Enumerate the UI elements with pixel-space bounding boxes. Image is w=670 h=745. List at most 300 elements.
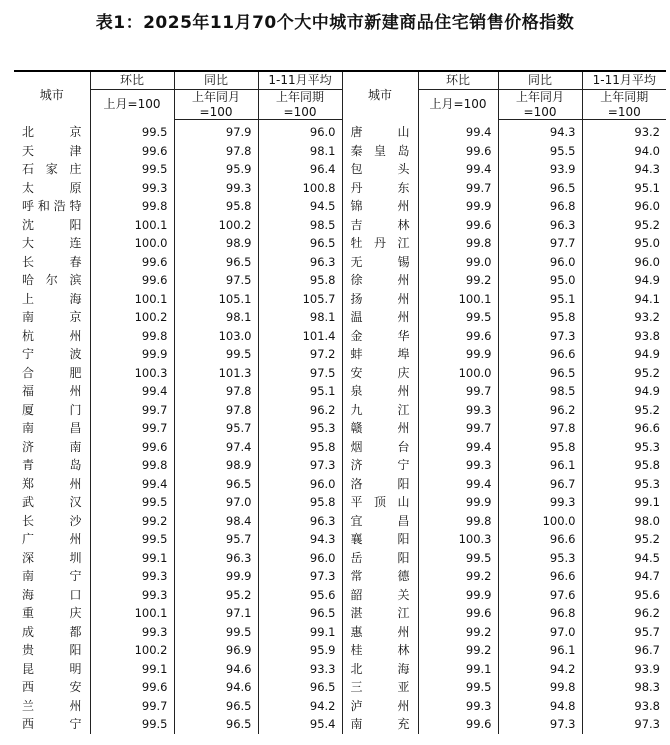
value-cell: 100.3 [90, 364, 174, 383]
table-row [14, 382, 666, 401]
table-row [14, 290, 666, 309]
value-cell: 96.3 [258, 253, 342, 272]
city-cell: 泸州 [342, 697, 418, 716]
city-cell: 贵阳 [22, 643, 82, 657]
value-cell: 97.5 [174, 271, 258, 290]
table-row [14, 142, 666, 161]
table-body [14, 120, 666, 734]
city-cell: 九江 [342, 401, 418, 420]
value-cell: 99.1 [418, 660, 498, 679]
value-cell: 93.9 [582, 660, 666, 679]
value-cell: 95.0 [498, 271, 582, 290]
value-cell: 99.5 [418, 308, 498, 327]
value-cell: 97.0 [174, 493, 258, 512]
city-cell: 呼和浩特 [22, 199, 82, 213]
value-cell: 96.0 [498, 253, 582, 272]
header-yoy-base-left: 上年同月 [174, 90, 258, 106]
city-cell: 宜昌 [342, 512, 418, 531]
value-cell: 99.7 [90, 419, 174, 438]
value-cell: 99.4 [90, 382, 174, 401]
value-cell: 95.3 [258, 419, 342, 438]
value-cell: 99.3 [174, 179, 258, 198]
value-cell: 97.8 [174, 382, 258, 401]
table-row [14, 678, 666, 697]
value-cell: 97.2 [258, 345, 342, 364]
value-cell: 99.4 [418, 120, 498, 142]
value-cell: 93.9 [498, 160, 582, 179]
value-cell: 94.3 [582, 160, 666, 179]
value-cell: 105.7 [258, 290, 342, 309]
value-cell: 97.6 [498, 586, 582, 605]
value-cell: 96.5 [174, 475, 258, 494]
table-row [14, 364, 666, 383]
city-cell: 金华 [342, 327, 418, 346]
table-row [14, 438, 666, 457]
value-cell: 95.0 [582, 234, 666, 253]
city-cell: 湛江 [342, 604, 418, 623]
value-cell: 99.7 [90, 401, 174, 420]
value-cell: 96.5 [258, 678, 342, 697]
table-row [14, 234, 666, 253]
header-mom-left: 环比 [90, 71, 174, 90]
table-row [14, 197, 666, 216]
value-cell: 100.1 [418, 290, 498, 309]
city-cell: 广州 [22, 532, 82, 546]
value-cell: 98.4 [174, 512, 258, 531]
value-cell: 99.2 [418, 271, 498, 290]
value-cell: 97.9 [174, 120, 258, 142]
city-cell: 济南 [22, 439, 82, 454]
value-cell: 99.1 [90, 549, 174, 568]
header-mom-base-right: 上月=100 [418, 90, 498, 120]
city-cell: 昆明 [22, 661, 82, 676]
value-cell: 96.5 [174, 697, 258, 716]
value-cell: 95.6 [258, 586, 342, 605]
city-cell: 大连 [22, 236, 82, 250]
city-cell: 沈阳 [22, 217, 82, 232]
value-cell: 99.5 [174, 345, 258, 364]
value-cell: 97.3 [582, 715, 666, 734]
value-cell: 99.3 [90, 623, 174, 642]
table-row [14, 160, 666, 179]
value-cell: 99.8 [418, 512, 498, 531]
value-cell: 99.6 [418, 216, 498, 235]
value-cell: 95.1 [258, 382, 342, 401]
city-cell: 牡丹江 [342, 234, 418, 253]
city-cell: 平顶山 [342, 493, 418, 512]
table-row [14, 512, 666, 531]
value-cell: 99.5 [90, 715, 174, 734]
table-title: 表1：2025年11月70个大中城市新建商品住宅销售价格指数 [95, 13, 575, 33]
value-cell: 96.5 [498, 364, 582, 383]
header-avg-right: 1-11月平均 [582, 71, 666, 90]
city-cell: 长春 [22, 254, 82, 269]
header-yoy-right: 同比 [498, 71, 582, 90]
value-cell: 94.3 [498, 120, 582, 142]
value-cell: 99.6 [90, 678, 174, 697]
value-cell: 95.9 [174, 160, 258, 179]
table-row [14, 308, 666, 327]
city-cell: 天津 [22, 143, 82, 158]
city-cell: 蚌埠 [342, 345, 418, 364]
value-cell: 99.5 [418, 678, 498, 697]
value-cell: 99.5 [418, 549, 498, 568]
city-cell: 安庆 [342, 364, 418, 383]
header-city-right: 城市 [342, 71, 418, 120]
table-row [14, 456, 666, 475]
value-cell: 96.2 [498, 401, 582, 420]
value-cell: 101.4 [258, 327, 342, 346]
city-cell: 南昌 [22, 421, 82, 435]
city-cell: 南宁 [22, 569, 82, 583]
value-cell: 94.2 [258, 697, 342, 716]
city-cell: 三亚 [342, 678, 418, 697]
header-mom-base-left: 上月=100 [90, 90, 174, 120]
value-cell: 95.5 [498, 142, 582, 161]
header-avg-base-left: 上年同期 [258, 90, 342, 106]
value-cell: 95.8 [258, 493, 342, 512]
header-mom-right: 环比 [418, 71, 498, 90]
table-row [14, 715, 666, 734]
value-cell: 99.3 [418, 456, 498, 475]
value-cell: 97.3 [498, 715, 582, 734]
city-cell: 宁波 [22, 347, 82, 361]
city-cell: 福州 [22, 384, 82, 398]
value-cell: 97.8 [174, 401, 258, 420]
value-cell: 94.2 [498, 660, 582, 679]
value-cell: 99.7 [418, 419, 498, 438]
value-cell: 99.4 [418, 438, 498, 457]
header-yoy-base2-right: =100 [498, 105, 582, 120]
value-cell: 100.2 [90, 641, 174, 660]
value-cell: 99.3 [90, 567, 174, 586]
city-cell: 石家庄 [22, 162, 82, 176]
header-avg-base-right: 上年同期 [582, 90, 666, 106]
value-cell: 94.9 [582, 345, 666, 364]
header-avg-base2-right: =100 [582, 105, 666, 120]
value-cell: 99.6 [418, 327, 498, 346]
table-row [14, 327, 666, 346]
city-cell: 青岛 [22, 458, 82, 472]
city-cell: 洛阳 [342, 475, 418, 494]
value-cell: 99.1 [90, 660, 174, 679]
value-cell: 96.3 [258, 512, 342, 531]
value-cell: 98.9 [174, 456, 258, 475]
city-cell: 太原 [22, 180, 82, 195]
value-cell: 99.2 [418, 567, 498, 586]
value-cell: 99.1 [582, 493, 666, 512]
value-cell: 105.1 [174, 290, 258, 309]
value-cell: 99.9 [174, 567, 258, 586]
city-cell: 泉州 [342, 382, 418, 401]
value-cell: 97.8 [174, 142, 258, 161]
value-cell: 94.6 [174, 678, 258, 697]
value-cell: 99.6 [418, 604, 498, 623]
value-cell: 100.1 [90, 604, 174, 623]
city-cell: 武汉 [22, 495, 82, 509]
table-row [14, 493, 666, 512]
value-cell: 99.4 [418, 475, 498, 494]
value-cell: 97.3 [258, 567, 342, 586]
value-cell: 95.7 [174, 419, 258, 438]
value-cell: 96.1 [498, 456, 582, 475]
value-cell: 99.4 [90, 475, 174, 494]
value-cell: 99.7 [418, 179, 498, 198]
header-yoy-base-right: 上年同月 [498, 90, 582, 106]
value-cell: 95.4 [258, 715, 342, 734]
city-cell: 西宁 [22, 717, 82, 731]
value-cell: 96.5 [174, 253, 258, 272]
value-cell: 96.6 [582, 419, 666, 438]
value-cell: 95.3 [582, 475, 666, 494]
value-cell: 96.3 [498, 216, 582, 235]
value-cell: 99.9 [418, 345, 498, 364]
value-cell: 94.3 [258, 530, 342, 549]
value-cell: 96.6 [498, 530, 582, 549]
value-cell: 95.8 [498, 308, 582, 327]
value-cell: 93.2 [582, 120, 666, 142]
value-cell: 95.3 [498, 549, 582, 568]
value-cell: 99.3 [90, 586, 174, 605]
value-cell: 101.3 [174, 364, 258, 383]
city-cell: 南京 [22, 310, 82, 324]
value-cell: 100.1 [90, 290, 174, 309]
city-cell: 成都 [22, 624, 82, 639]
value-cell: 98.5 [258, 216, 342, 235]
table-row [14, 586, 666, 605]
value-cell: 100.2 [90, 308, 174, 327]
city-cell: 岳阳 [342, 549, 418, 568]
value-cell: 96.3 [174, 549, 258, 568]
city-cell: 赣州 [342, 419, 418, 438]
value-cell: 99.0 [418, 253, 498, 272]
value-cell: 98.5 [498, 382, 582, 401]
value-cell: 100.0 [418, 364, 498, 383]
value-cell: 98.1 [258, 142, 342, 161]
value-cell: 95.7 [582, 623, 666, 642]
value-cell: 94.0 [582, 142, 666, 161]
value-cell: 99.7 [418, 382, 498, 401]
value-cell: 97.7 [498, 234, 582, 253]
city-cell: 吉林 [342, 216, 418, 235]
value-cell: 95.2 [582, 530, 666, 549]
value-cell: 94.9 [582, 382, 666, 401]
value-cell: 96.0 [258, 549, 342, 568]
value-cell: 99.5 [90, 530, 174, 549]
value-cell: 96.2 [258, 401, 342, 420]
value-cell: 100.3 [418, 530, 498, 549]
city-cell: 唐山 [342, 120, 418, 142]
value-cell: 100.0 [90, 234, 174, 253]
value-cell: 99.1 [258, 623, 342, 642]
value-cell: 99.2 [418, 623, 498, 642]
value-cell: 99.9 [90, 345, 174, 364]
city-cell: 秦皇岛 [342, 142, 418, 161]
value-cell: 96.0 [582, 197, 666, 216]
value-cell: 95.8 [498, 438, 582, 457]
value-cell: 94.5 [582, 549, 666, 568]
price-index-table [14, 70, 666, 734]
city-cell: 锦州 [342, 197, 418, 216]
value-cell: 99.3 [418, 697, 498, 716]
table-row [14, 623, 666, 642]
city-cell: 南充 [342, 715, 418, 734]
table-row [14, 475, 666, 494]
header-city-left: 城市 [14, 71, 90, 120]
value-cell: 99.9 [418, 197, 498, 216]
table-row [14, 567, 666, 586]
city-cell: 惠州 [342, 623, 418, 642]
value-cell: 99.7 [90, 697, 174, 716]
value-cell: 99.8 [90, 327, 174, 346]
value-cell: 99.3 [418, 401, 498, 420]
city-cell: 韶关 [342, 586, 418, 605]
city-cell: 深圳 [22, 550, 82, 565]
value-cell: 97.4 [174, 438, 258, 457]
value-cell: 99.8 [498, 678, 582, 697]
value-cell: 96.4 [258, 160, 342, 179]
table-row [14, 641, 666, 660]
value-cell: 97.5 [258, 364, 342, 383]
city-cell: 常德 [342, 567, 418, 586]
value-cell: 96.9 [174, 641, 258, 660]
city-cell: 襄阳 [342, 530, 418, 549]
value-cell: 96.5 [174, 715, 258, 734]
value-cell: 99.9 [418, 493, 498, 512]
value-cell: 98.0 [582, 512, 666, 531]
value-cell: 95.3 [582, 438, 666, 457]
value-cell: 95.8 [258, 438, 342, 457]
value-cell: 100.1 [90, 216, 174, 235]
value-cell: 96.5 [498, 179, 582, 198]
city-cell: 丹东 [342, 179, 418, 198]
table-row [14, 271, 666, 290]
table-row [14, 660, 666, 679]
value-cell: 100.0 [498, 512, 582, 531]
value-cell: 99.8 [90, 197, 174, 216]
city-cell: 无锡 [342, 253, 418, 272]
value-cell: 94.9 [582, 271, 666, 290]
value-cell: 96.8 [498, 197, 582, 216]
value-cell: 93.2 [582, 308, 666, 327]
table-row [14, 549, 666, 568]
city-cell: 合肥 [22, 365, 82, 380]
value-cell: 97.3 [258, 456, 342, 475]
value-cell: 99.6 [418, 142, 498, 161]
value-cell: 99.6 [90, 253, 174, 272]
header-yoy-left: 同比 [174, 71, 258, 90]
city-cell: 海口 [22, 587, 82, 602]
value-cell: 97.0 [498, 623, 582, 642]
city-cell: 重庆 [22, 606, 82, 620]
value-cell: 94.8 [498, 697, 582, 716]
value-cell: 95.6 [582, 586, 666, 605]
city-cell: 上海 [22, 291, 82, 306]
value-cell: 95.2 [582, 364, 666, 383]
value-cell: 96.5 [258, 604, 342, 623]
city-cell: 温州 [342, 308, 418, 327]
value-cell: 99.2 [90, 512, 174, 531]
value-cell: 99.4 [418, 160, 498, 179]
header-yoy-base2-left: =100 [174, 105, 258, 120]
value-cell: 99.2 [418, 641, 498, 660]
table-row [14, 345, 666, 364]
value-cell: 95.2 [174, 586, 258, 605]
value-cell: 97.3 [498, 327, 582, 346]
table-row [14, 604, 666, 623]
city-cell: 烟台 [342, 438, 418, 457]
table-row [14, 216, 666, 235]
value-cell: 97.8 [498, 419, 582, 438]
value-cell: 99.6 [90, 142, 174, 161]
header-avg-left: 1-11月平均 [258, 71, 342, 90]
value-cell: 96.0 [258, 475, 342, 494]
value-cell: 96.1 [498, 641, 582, 660]
value-cell: 96.7 [498, 475, 582, 494]
value-cell: 99.9 [418, 586, 498, 605]
value-cell: 98.3 [582, 678, 666, 697]
value-cell: 103.0 [174, 327, 258, 346]
value-cell: 94.7 [582, 567, 666, 586]
value-cell: 96.6 [498, 567, 582, 586]
table-row [14, 530, 666, 549]
value-cell: 94.5 [258, 197, 342, 216]
value-cell: 97.1 [174, 604, 258, 623]
table-row [14, 697, 666, 716]
city-cell: 扬州 [342, 290, 418, 309]
city-cell: 徐州 [342, 271, 418, 290]
value-cell: 96.5 [258, 234, 342, 253]
value-cell: 96.2 [582, 604, 666, 623]
city-cell: 长沙 [22, 513, 82, 528]
value-cell: 96.0 [258, 120, 342, 142]
city-cell: 兰州 [22, 698, 82, 713]
city-cell: 郑州 [22, 476, 82, 491]
value-cell: 99.6 [90, 271, 174, 290]
value-cell: 95.2 [582, 216, 666, 235]
value-cell: 95.1 [582, 179, 666, 198]
value-cell: 99.3 [90, 179, 174, 198]
city-cell: 济宁 [342, 456, 418, 475]
value-cell: 99.6 [90, 438, 174, 457]
value-cell: 95.8 [258, 271, 342, 290]
value-cell: 93.8 [582, 697, 666, 716]
value-cell: 100.2 [174, 216, 258, 235]
value-cell: 96.6 [498, 345, 582, 364]
value-cell: 95.9 [258, 641, 342, 660]
value-cell: 94.1 [582, 290, 666, 309]
value-cell: 96.7 [582, 641, 666, 660]
value-cell: 94.6 [174, 660, 258, 679]
value-cell: 98.9 [174, 234, 258, 253]
value-cell: 95.2 [582, 401, 666, 420]
city-cell: 北海 [342, 660, 418, 679]
value-cell: 100.8 [258, 179, 342, 198]
table-row [14, 120, 666, 142]
value-cell: 95.1 [498, 290, 582, 309]
table-row [14, 419, 666, 438]
city-cell: 哈尔滨 [22, 273, 82, 287]
city-cell: 桂林 [342, 641, 418, 660]
value-cell: 93.3 [258, 660, 342, 679]
header-avg-base2-left: =100 [258, 105, 342, 120]
value-cell: 99.8 [90, 456, 174, 475]
table-row [14, 253, 666, 272]
city-cell: 杭州 [22, 328, 82, 343]
value-cell: 96.0 [582, 253, 666, 272]
value-cell: 93.8 [582, 327, 666, 346]
city-cell: 西安 [22, 680, 82, 694]
